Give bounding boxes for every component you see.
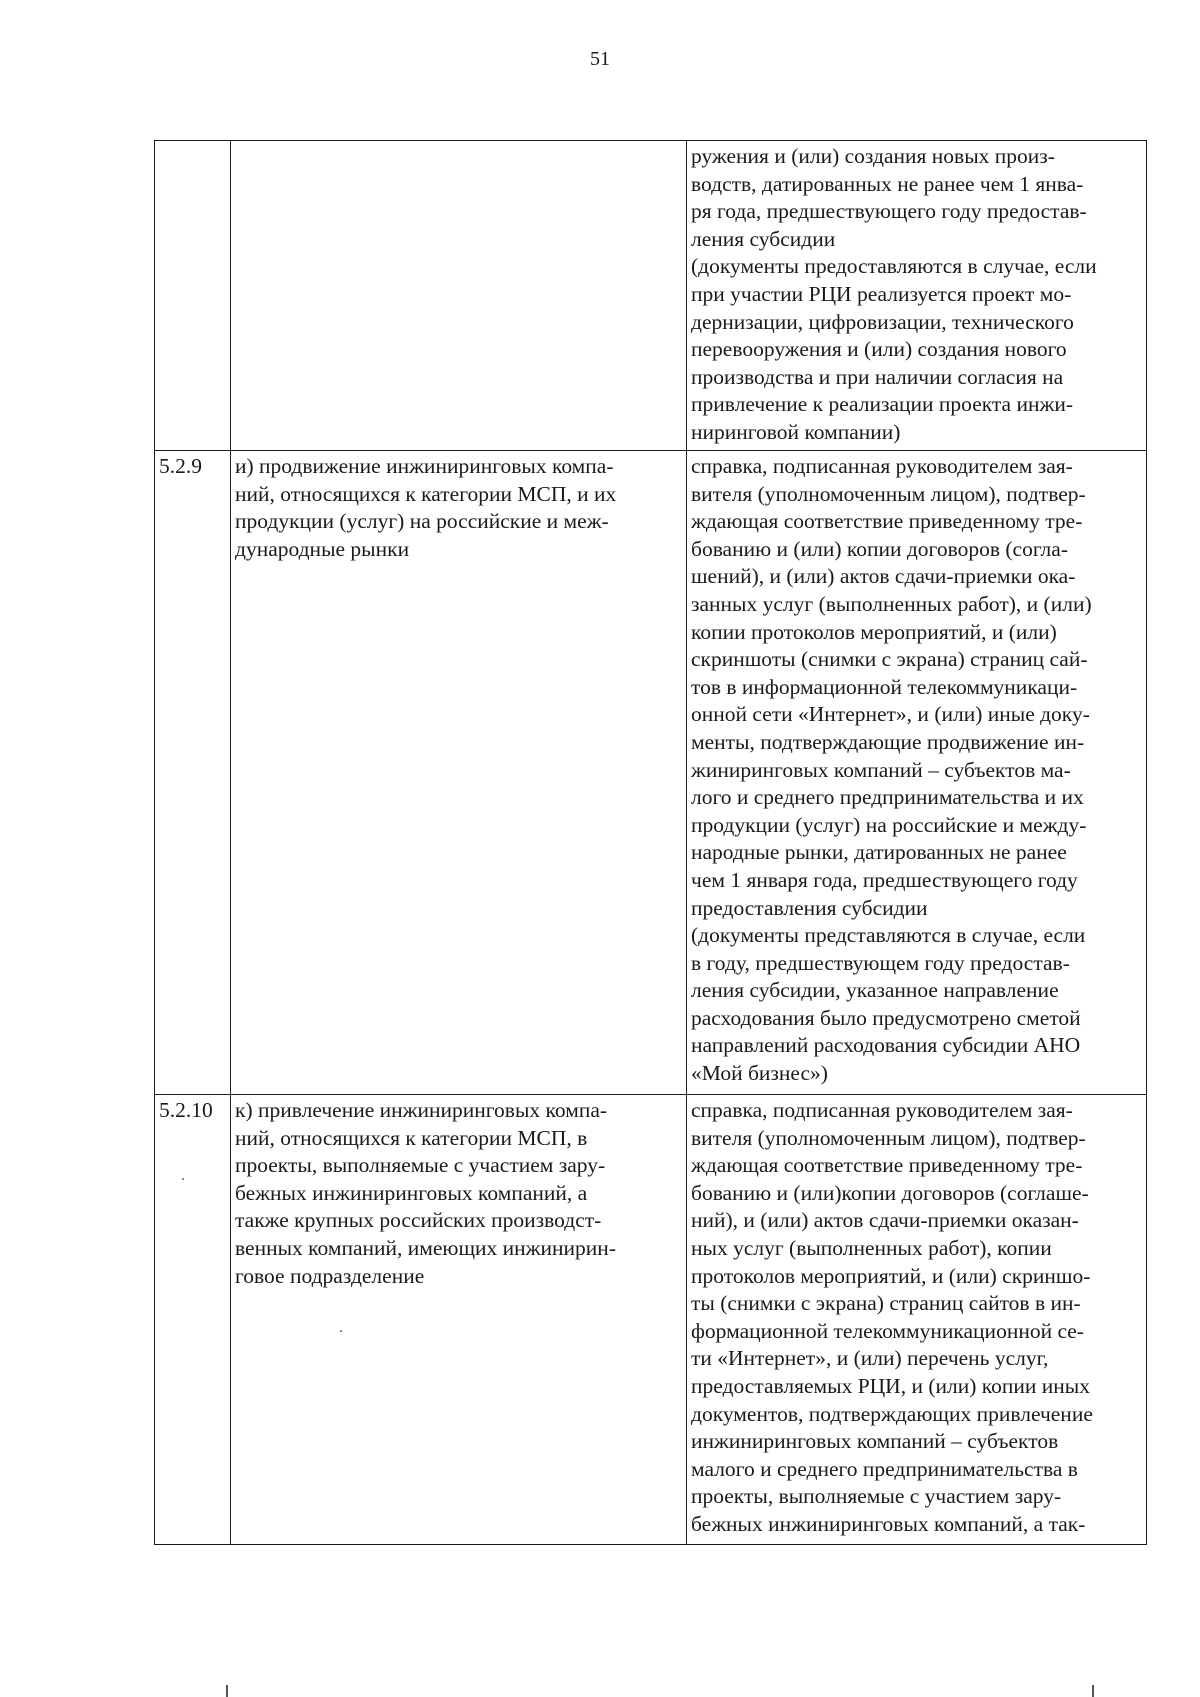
- criterion-text: к) привлечение инжиниринговых компа- ний, относящихся к категории МСП, в проекты, выполняемые с участием зару- бежных инжиниринговых компаний, а также крупных российских производст- венных компаний, имеющих инжинирин- говое подразделение: [235, 1098, 616, 1288]
- documents-text: справка, подписанная руководителем зая- вителя (уполномоченным лицом), подтвер- ждающая соответствие приведенному тре- бованию и (или)копии договоров (соглаше- ний), и (или) актов сдачи-приемки оказан- ных услуг (выполненных работ), копии протоколов мероприятий, и (или) скриншо- ты (снимки с экрана) страниц сайтов в ин- формационной телекоммуникационной се- ти «Интернет», и (или) перечень услуг, предоставляемых РЦИ, и (или) копии иных документов, подтверждающих привлечение инжиниринговых компаний – субъектов малого и среднего предпринимательства в проекты, выполняемые с участием зару- бежных инжиниринговых компаний, а так-: [691, 1098, 1093, 1536]
- row-number: 5.2.10: [159, 1098, 213, 1122]
- scan-speck: [182, 1178, 184, 1180]
- row-number-cell: [155, 1095, 231, 1545]
- documents-cell: [687, 141, 1147, 451]
- table-row: [155, 141, 1147, 451]
- scan-edge-mark: [226, 1685, 228, 1697]
- documents-text: справка, подписанная руководителем зая- вителя (уполномоченным лицом), подтвер- ждающая соответствие приведенному тре- бованию и (или) копии договоров (согла- шений), и (или) актов сдачи-приемки ока- занных услуг (выполненных работ), и (или) копии протоколов мероприятий, и (или) скриншоты (снимки с экрана) страниц сай- тов в информационной телекоммуникаци- онной сети «Интернет», и (или) иные доку- менты, подтверждающие продвижение ин- жиниринговых компаний – субъектов ма- лого и среднего предпринимательства и их продукции (услуг) на российские и между- народные рынки, датированных не ранее чем 1 января года, предшествующего году предоставления субсидии (документы представляются в случае, если в году, предшествующем году предостав- ления субсидии, указанное направление расходования было предусмотрено сметой направлений расходования субсидии АНО «Мой бизнес»): [691, 454, 1092, 1086]
- row-number-cell: [155, 141, 231, 451]
- scan-speck: [340, 1330, 342, 1332]
- row-number-cell: [155, 451, 231, 1095]
- table-row: [155, 451, 1147, 1095]
- criterion-cell: [231, 451, 687, 1095]
- page-number: 51: [590, 48, 610, 70]
- documents-cell: [687, 451, 1147, 1095]
- requirements-table: [154, 140, 1147, 1545]
- documents-cell: [687, 1095, 1147, 1545]
- table-row: [155, 1095, 1147, 1545]
- criterion-text: и) продвижение инжиниринговых компа- ний, относящихся к категории МСП, и их продукции (услуг) на российские и меж- дународные рынки: [235, 454, 617, 561]
- documents-text: ружения и (или) создания новых произ- водств, датированных не ранее чем 1 янва- ря года, предшествующего году предостав- ления субсидии (документы предоставляются в случае, если при участии РЦИ реализуется проект мо- дернизации, цифровизации, технического перевооружения и (или) создания нового производства и при наличии согласия на привлечение к реализации проекта инжи- ниринговой компании): [691, 144, 1097, 444]
- row-number: 5.2.9: [159, 454, 202, 478]
- scan-edge-mark: [1092, 1685, 1094, 1697]
- criterion-cell: [231, 1095, 687, 1545]
- criterion-cell: [231, 141, 687, 451]
